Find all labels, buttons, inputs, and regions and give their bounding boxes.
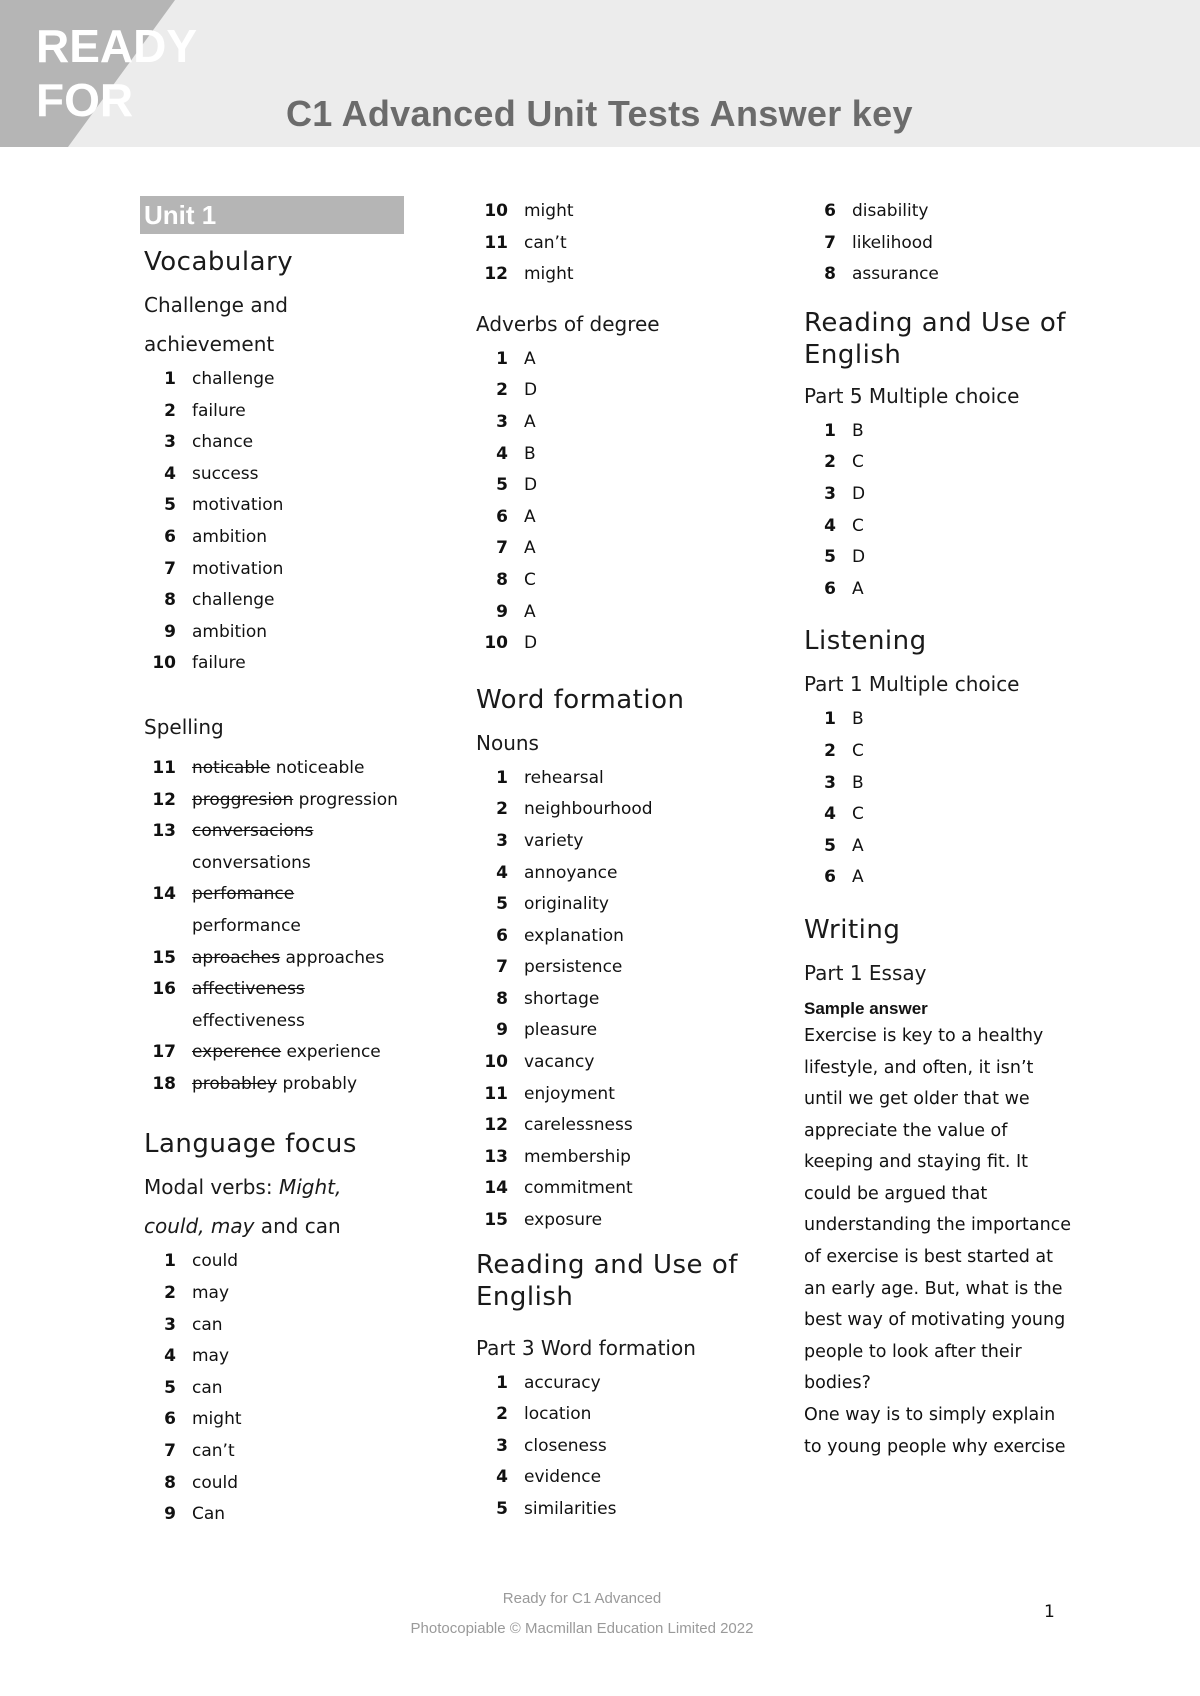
item-number: 9 (496, 601, 508, 622)
item-number: 3 (496, 411, 508, 432)
item-number: 1 (496, 1372, 508, 1393)
item-number: 2 (496, 799, 508, 820)
item-number: 3 (824, 483, 836, 504)
list-item: 12 proggresion progression (152, 789, 398, 810)
item-answer: failure (192, 653, 246, 674)
list-item (472, 1015, 772, 1047)
list-item (140, 554, 440, 586)
item-answer: B (524, 443, 536, 464)
item-answer: A (524, 411, 536, 432)
list-item (800, 862, 1100, 894)
item-answer: exposure (524, 1210, 603, 1231)
list-item: 11 noticable noticeable (152, 757, 365, 778)
item-number: 11 (484, 232, 508, 253)
item-answer: could (192, 1251, 239, 1272)
item-answer: D (852, 483, 866, 504)
column-2 (472, 196, 772, 1526)
item-answer: D (524, 380, 538, 401)
item-answer: accuracy (524, 1372, 601, 1393)
item-answer: vacancy (524, 1052, 595, 1073)
item-answer: could (192, 1472, 239, 1493)
word-formation-continued (800, 196, 1100, 291)
list-item (140, 396, 440, 428)
list-item (472, 228, 772, 260)
list-item (472, 1142, 772, 1174)
item-answer: challenge (192, 369, 275, 389)
list-item (472, 858, 772, 890)
list-item (472, 1173, 772, 1205)
item-answer: D (524, 475, 538, 496)
item-answer: closeness (524, 1435, 607, 1456)
list-item (140, 1404, 440, 1436)
item-answer: can (192, 1377, 223, 1398)
item-answer: likelihood (852, 232, 933, 253)
list-item (472, 826, 772, 858)
item-number: 6 (164, 526, 176, 547)
list-item (800, 736, 1100, 768)
item-number: 6 (824, 867, 836, 888)
item-number: 2 (164, 400, 176, 421)
item-answer: commitment (524, 1178, 633, 1199)
subheading-modal-verbs: Modal verbs: Might, could, may and can (144, 1175, 342, 1239)
item-answer: may (192, 1283, 230, 1304)
list-item: 16 affectiveness effectiveness (152, 979, 305, 1031)
list-item (140, 1246, 440, 1278)
item-answer: rehearsal (524, 767, 604, 788)
item-number: 9 (496, 1020, 508, 1041)
footer-book-title: Ready for C1 Advanced (502, 1590, 662, 1607)
item-answer: chance (192, 432, 254, 453)
item-number: 7 (496, 957, 508, 978)
item-number: 9 (164, 1504, 176, 1525)
list-item (472, 794, 772, 826)
item-answer: might (524, 264, 574, 285)
list-item (472, 1494, 772, 1526)
list-item: 17 experence experience (152, 1042, 381, 1063)
item-number: 10 (484, 201, 508, 221)
item-number: 4 (496, 443, 508, 464)
list-item (140, 1499, 440, 1531)
item-answer: A (524, 506, 536, 527)
subheading-spelling: Spelling (144, 714, 224, 739)
list-item (472, 1110, 772, 1142)
column-1 (140, 196, 440, 1531)
item-number: 4 (496, 1467, 508, 1488)
page-number: 1 (1044, 1602, 1055, 1622)
item-number: 4 (164, 463, 176, 484)
item-answer: similarities (524, 1499, 617, 1519)
item-number: 1 (164, 369, 176, 389)
item-number: 7 (496, 538, 508, 559)
item-answer: variety (524, 830, 584, 851)
item-number: 15 (484, 1210, 508, 1231)
item-number: 10 (484, 1052, 508, 1073)
list-item (472, 1205, 772, 1237)
list-item (472, 565, 772, 597)
item-answer: C (852, 740, 864, 761)
item-answer: originality (524, 894, 609, 915)
part1-answers (800, 704, 1100, 894)
list-item (800, 259, 1100, 291)
section-heading-reading-use: Reading and Use of English (804, 307, 1066, 370)
adverbs-answers (472, 344, 772, 660)
item-number: 9 (164, 621, 176, 642)
list-item: 15 aproaches approaches (152, 947, 385, 968)
list-item: 13 conversacions conversations (152, 821, 314, 873)
item-answer: B (852, 709, 864, 730)
section-heading-reading-use: Reading and Use of English (476, 1249, 738, 1312)
list-item (472, 533, 772, 565)
item-answer: explanation (524, 925, 624, 946)
list-item (140, 459, 440, 491)
item-number: 14 (484, 1178, 508, 1199)
item-answer: A (524, 538, 536, 559)
list-item (140, 617, 440, 649)
item-number: 1 (824, 420, 836, 441)
item-number: 5 (824, 835, 836, 856)
sample-answer-paragraph: Exercise is key to a healthy lifestyle, and often, it isn’t until we get older that we appreciate the value of keeping and staying fit. It could be argued that understanding the importance of exercise is best started at an early age. But, what is the best way of motivating young people to look after their bodies? (804, 1025, 1072, 1394)
item-number: 4 (824, 804, 836, 825)
item-number: 8 (824, 264, 836, 285)
item-answer: may (192, 1346, 230, 1367)
item-answer: persistence (524, 957, 623, 978)
item-number: 11 (484, 1083, 508, 1104)
item-number: 5 (824, 547, 836, 568)
item-number: 1 (164, 1251, 176, 1272)
list-item (800, 768, 1100, 800)
item-number: 6 (496, 925, 508, 946)
list-item (472, 439, 772, 471)
item-answer: can (192, 1314, 223, 1335)
list-item (800, 831, 1100, 863)
item-answer: C (524, 569, 536, 590)
list-item (800, 416, 1100, 448)
list-item (800, 447, 1100, 479)
column-3 (800, 196, 1100, 1463)
list-item (472, 1431, 772, 1463)
item-number: 5 (496, 1499, 508, 1519)
item-answer: B (852, 420, 864, 441)
item-number: 13 (484, 1146, 508, 1167)
item-number: 12 (484, 264, 508, 285)
list-item (140, 1373, 440, 1405)
list-item (800, 196, 1100, 228)
item-number: 7 (164, 1441, 176, 1462)
list-item (472, 763, 772, 795)
item-answer: C (852, 452, 864, 473)
modal-answers (140, 1246, 440, 1530)
item-answer: B (852, 772, 864, 793)
list-item (472, 1079, 772, 1111)
item-answer: A (852, 835, 864, 856)
item-number: 2 (824, 452, 836, 473)
document-title: C1 Advanced Unit Tests Answer key (286, 93, 913, 134)
list-item (800, 542, 1100, 574)
item-answer: success (192, 463, 259, 484)
item-answer: might (192, 1409, 242, 1430)
list-item (140, 1436, 440, 1468)
list-item (472, 375, 772, 407)
subheading-challenge: Challenge and achievement (144, 293, 288, 356)
item-answer: A (524, 601, 536, 622)
list-item: 18 probabley probably (152, 1073, 358, 1094)
section-heading-writing: Writing (804, 914, 901, 945)
item-number: 10 (152, 653, 176, 674)
section-heading-vocabulary: Vocabulary (144, 247, 294, 277)
item-answer: ambition (192, 526, 268, 547)
item-answer: A (524, 348, 536, 369)
item-number: 7 (824, 232, 836, 253)
list-item (472, 1462, 772, 1494)
item-number: 4 (824, 515, 836, 536)
item-answer: carelessness (524, 1115, 633, 1136)
item-answer: shortage (524, 988, 600, 1009)
list-item (140, 427, 440, 459)
item-number: 6 (496, 506, 508, 527)
list-item (140, 648, 440, 680)
list-item (800, 574, 1100, 606)
item-number: 6 (824, 578, 836, 599)
list-item (800, 704, 1100, 736)
item-answer: C (852, 515, 864, 536)
ready-for-logo (0, 0, 198, 147)
part5-answers (800, 416, 1100, 606)
item-answer: D (524, 633, 538, 654)
item-number: 1 (496, 348, 508, 369)
challenge-answers (140, 364, 440, 680)
item-number: 3 (824, 772, 836, 793)
item-number: 12 (484, 1115, 508, 1136)
nouns-answers (472, 763, 772, 1237)
item-answer: motivation (192, 495, 284, 516)
item-answer: A (852, 578, 864, 599)
svg-text:FOR: FOR (36, 74, 134, 126)
list-item (472, 1399, 772, 1431)
item-answer: might (524, 201, 574, 221)
list-item (800, 479, 1100, 511)
item-number: 8 (164, 1472, 176, 1493)
list-item (140, 522, 440, 554)
item-number: 5 (164, 1377, 176, 1398)
item-answer: ambition (192, 621, 268, 642)
section-heading-word-formation: Word formation (476, 684, 685, 715)
item-answer: D (852, 547, 866, 568)
item-number: 2 (496, 380, 508, 401)
item-number: 10 (484, 633, 508, 654)
list-item (140, 1310, 440, 1342)
part3-answers (472, 1368, 772, 1526)
subheading-adverbs: Adverbs of degree (476, 311, 660, 336)
section-heading-listening: Listening (804, 626, 927, 657)
list-item: 14 perfomance performance (152, 884, 301, 936)
footer-copyright: Photocopiable © Macmillan Education Limited 2022 (410, 1620, 754, 1637)
item-answer: can’t (524, 232, 567, 253)
item-answer: can’t (192, 1441, 235, 1462)
subheading-part3: Part 3 Word formation (476, 1335, 696, 1360)
section-heading-language-focus: Language focus (144, 1129, 357, 1160)
list-item (140, 490, 440, 522)
item-number: 5 (496, 475, 508, 496)
list-item (140, 1278, 440, 1310)
modal-answers-continued (472, 196, 772, 291)
item-answer: membership (524, 1146, 631, 1167)
unit-banner: Unit 1 (140, 196, 404, 234)
item-number: 8 (164, 590, 176, 611)
list-item (140, 1468, 440, 1500)
list-item (800, 511, 1100, 543)
item-answer: Can (192, 1504, 226, 1525)
list-item (800, 799, 1100, 831)
page-header (0, 0, 1200, 147)
list-item (472, 921, 772, 953)
item-number: 1 (824, 709, 836, 730)
list-item (472, 597, 772, 629)
subheading-nouns: Nouns (476, 730, 539, 755)
list-item (472, 1047, 772, 1079)
list-item (140, 585, 440, 617)
item-answer: disability (852, 201, 929, 221)
item-answer: failure (192, 400, 246, 421)
item-number: 8 (496, 569, 508, 590)
item-number: 2 (496, 1404, 508, 1425)
list-item (472, 1368, 772, 1400)
item-number: 4 (164, 1346, 176, 1367)
item-number: 2 (824, 740, 836, 761)
item-answer: location (524, 1404, 592, 1425)
subheading-essay: Part 1 Essay (804, 960, 927, 985)
item-number: 7 (164, 558, 176, 579)
item-answer: A (852, 867, 864, 888)
list-item (140, 1341, 440, 1373)
item-answer: evidence (524, 1467, 602, 1488)
list-item (472, 984, 772, 1016)
item-answer: assurance (852, 264, 939, 285)
item-number: 6 (164, 1409, 176, 1430)
item-number: 8 (496, 988, 508, 1009)
item-number: 6 (824, 201, 836, 221)
list-item (472, 470, 772, 502)
sample-answer-label: Sample answer (804, 998, 928, 1018)
item-number: 2 (164, 1283, 176, 1304)
item-answer: C (852, 804, 864, 825)
list-item (472, 889, 772, 921)
list-item (472, 259, 772, 291)
list-item (140, 364, 440, 396)
list-item (472, 196, 772, 228)
sample-answer-paragraph: One way is to simply explain to young people why exercise (804, 1405, 1066, 1457)
item-number: 3 (164, 432, 176, 453)
item-answer: challenge (192, 590, 275, 611)
list-item (472, 952, 772, 984)
subheading-part5: Part 5 Multiple choice (804, 383, 1020, 408)
item-answer: annoyance (524, 862, 618, 883)
subheading-part1: Part 1 Multiple choice (804, 672, 1020, 697)
item-answer: pleasure (524, 1020, 598, 1041)
svg-text:READY: READY (36, 20, 198, 72)
item-number: 5 (164, 495, 176, 516)
list-item (472, 628, 772, 660)
list-item (472, 407, 772, 439)
item-answer: motivation (192, 558, 284, 579)
item-number: 1 (496, 767, 508, 788)
item-answer: neighbourhood (524, 799, 653, 820)
spelling-answers (140, 753, 440, 1101)
list-item (472, 502, 772, 534)
item-number: 5 (496, 894, 508, 915)
item-number: 3 (496, 830, 508, 851)
item-number: 3 (496, 1435, 508, 1456)
item-answer: enjoyment (524, 1083, 615, 1104)
item-number: 4 (496, 862, 508, 883)
list-item (472, 344, 772, 376)
item-number: 3 (164, 1314, 176, 1335)
list-item (800, 228, 1100, 260)
